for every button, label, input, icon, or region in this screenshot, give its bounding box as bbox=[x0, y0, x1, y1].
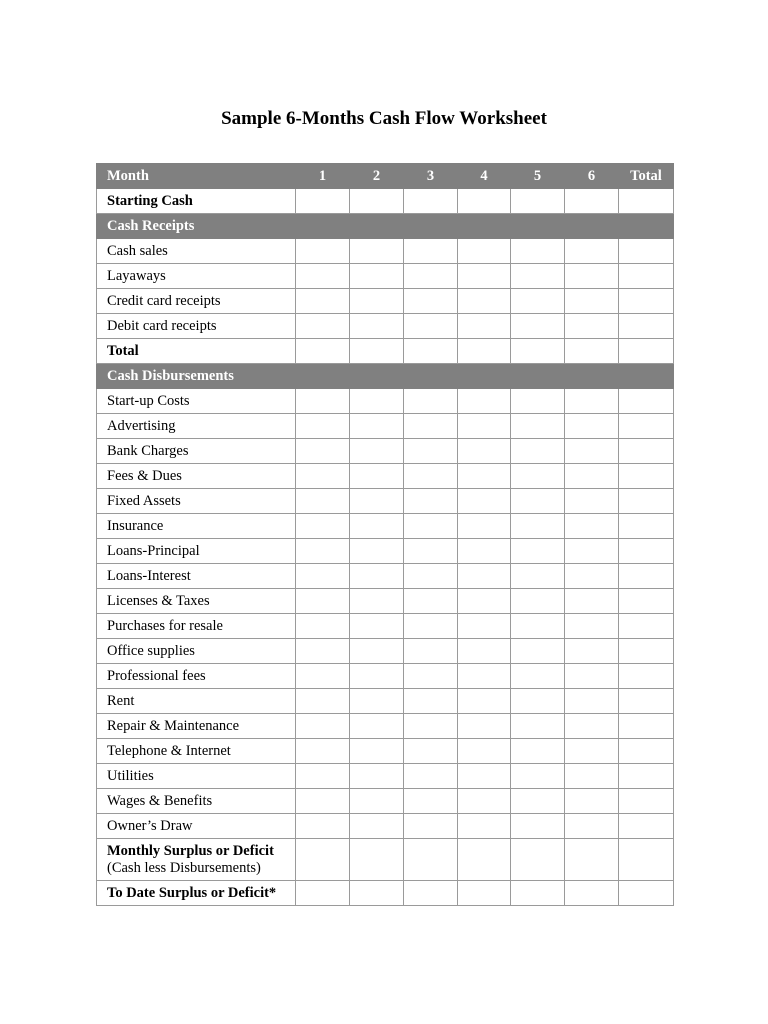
entry-cell-office-supplies-month-5[interactable] bbox=[511, 639, 565, 664]
entry-cell-repair-maintenance-month-5[interactable] bbox=[511, 714, 565, 739]
entry-cell-startup-costs-month-6[interactable] bbox=[565, 389, 619, 414]
page-title: Sample 6-Months Cash Flow Worksheet bbox=[221, 108, 547, 129]
entry-cell-startup-costs-total[interactable] bbox=[619, 389, 674, 414]
entry-cell-bank-charges-total[interactable] bbox=[619, 439, 674, 464]
entry-cell-professional-fees-month-3[interactable] bbox=[404, 664, 458, 689]
entry-cell-rent-month-3[interactable] bbox=[404, 689, 458, 714]
entry-cell-cash-sales-month-2[interactable] bbox=[350, 239, 404, 264]
monthly-surplus-subtitle: (Cash less Disbursements) bbox=[107, 859, 261, 876]
row-label-to-date-surplus: To Date Surplus or Deficit* bbox=[97, 881, 296, 906]
entry-cell-wages-benefits-month-2[interactable] bbox=[350, 789, 404, 814]
section-header-cash-disbursements bbox=[97, 364, 674, 389]
entry-cell-monthly-surplus-month-3[interactable] bbox=[404, 839, 458, 881]
entry-cell-to-date-surplus-month-4[interactable] bbox=[458, 881, 511, 906]
entry-cell-fixed-assets-month-4[interactable] bbox=[458, 489, 511, 514]
entry-cell-office-supplies-month-1[interactable] bbox=[296, 639, 350, 664]
entry-cell-bank-charges-month-1[interactable] bbox=[296, 439, 350, 464]
entry-cell-fees-dues-month-2[interactable] bbox=[350, 464, 404, 489]
entry-cell-utilities-month-3[interactable] bbox=[404, 764, 458, 789]
entry-cell-wages-benefits-month-1[interactable] bbox=[296, 789, 350, 814]
table-row bbox=[97, 289, 674, 314]
entry-cell-cash-sales-month-5[interactable] bbox=[511, 239, 565, 264]
entry-cell-startup-costs-month-4[interactable] bbox=[458, 389, 511, 414]
entry-cell-professional-fees-month-2[interactable] bbox=[350, 664, 404, 689]
entry-cell-monthly-surplus-month-4[interactable] bbox=[458, 839, 511, 881]
entry-cell-cash-sales-total[interactable] bbox=[619, 239, 674, 264]
entry-cell-advertising-month-6[interactable] bbox=[565, 414, 619, 439]
month-1-header: 1 bbox=[296, 164, 350, 189]
table-row bbox=[97, 539, 674, 564]
entry-cell-office-supplies-month-4[interactable] bbox=[458, 639, 511, 664]
entry-cell-cash-sales-month-4[interactable] bbox=[458, 239, 511, 264]
entry-cell-professional-fees-month-4[interactable] bbox=[458, 664, 511, 689]
row-label-fees-dues: Fees & Dues bbox=[97, 464, 296, 489]
entry-cell-licenses-taxes-month-3[interactable] bbox=[404, 589, 458, 614]
entry-cell-telephone-internet-month-1[interactable] bbox=[296, 739, 350, 764]
month-4-header: 4 bbox=[458, 164, 511, 189]
entry-cell-repair-maintenance-month-6[interactable] bbox=[565, 714, 619, 739]
entry-cell-licenses-taxes-month-5[interactable] bbox=[511, 589, 565, 614]
table-row bbox=[97, 814, 674, 839]
entry-cell-advertising-month-4[interactable] bbox=[458, 414, 511, 439]
row-label-credit-card-receipts: Credit card receipts bbox=[97, 289, 296, 314]
entry-cell-professional-fees-month-5[interactable] bbox=[511, 664, 565, 689]
entry-cell-credit-card-receipts-month-3[interactable] bbox=[404, 289, 458, 314]
entry-cell-licenses-taxes-month-6[interactable] bbox=[565, 589, 619, 614]
entry-cell-loans-principal-month-3[interactable] bbox=[404, 539, 458, 564]
entry-cell-owners-draw-total[interactable] bbox=[619, 814, 674, 839]
entry-cell-loans-principal-month-6[interactable] bbox=[565, 539, 619, 564]
entry-cell-utilities-month-6[interactable] bbox=[565, 764, 619, 789]
entry-cell-advertising-month-5[interactable] bbox=[511, 414, 565, 439]
entry-cell-loans-interest-total[interactable] bbox=[619, 564, 674, 589]
entry-cell-loans-principal-total[interactable] bbox=[619, 539, 674, 564]
entry-cell-insurance-month-5[interactable] bbox=[511, 514, 565, 539]
entry-cell-utilities-month-2[interactable] bbox=[350, 764, 404, 789]
entry-cell-professional-fees-month-1[interactable] bbox=[296, 664, 350, 689]
entry-cell-monthly-surplus-total[interactable] bbox=[619, 839, 674, 881]
entry-cell-loans-interest-month-6[interactable] bbox=[565, 564, 619, 589]
table-row bbox=[97, 489, 674, 514]
entry-cell-insurance-month-1[interactable] bbox=[296, 514, 350, 539]
entry-cell-rent-total[interactable] bbox=[619, 689, 674, 714]
entry-cell-advertising-month-3[interactable] bbox=[404, 414, 458, 439]
table-row bbox=[97, 464, 674, 489]
entry-cell-fixed-assets-month-2[interactable] bbox=[350, 489, 404, 514]
entry-cell-loans-interest-month-2[interactable] bbox=[350, 564, 404, 589]
entry-cell-fees-dues-month-6[interactable] bbox=[565, 464, 619, 489]
row-label-wages-benefits: Wages & Benefits bbox=[97, 789, 296, 814]
entry-cell-wages-benefits-month-5[interactable] bbox=[511, 789, 565, 814]
entry-cell-purchases-resale-month-2[interactable] bbox=[350, 614, 404, 639]
entry-cell-startup-costs-month-5[interactable] bbox=[511, 389, 565, 414]
section-header-cash-receipts bbox=[97, 214, 674, 239]
entry-cell-purchases-resale-month-3[interactable] bbox=[404, 614, 458, 639]
entry-cell-licenses-taxes-month-4[interactable] bbox=[458, 589, 511, 614]
entry-cell-bank-charges-month-6[interactable] bbox=[565, 439, 619, 464]
row-label-repair-maintenance: Repair & Maintenance bbox=[97, 714, 296, 739]
row-label-purchases-resale: Purchases for resale bbox=[97, 614, 296, 639]
entry-cell-to-date-surplus-month-1[interactable] bbox=[296, 881, 350, 906]
entry-cell-repair-maintenance-month-1[interactable] bbox=[296, 714, 350, 739]
entry-cell-rent-month-4[interactable] bbox=[458, 689, 511, 714]
row-label-telephone-internet: Telephone & Internet bbox=[97, 739, 296, 764]
entry-cell-bank-charges-month-2[interactable] bbox=[350, 439, 404, 464]
entry-cell-debit-card-receipts-month-1[interactable] bbox=[296, 314, 350, 339]
table-row bbox=[97, 189, 674, 214]
entry-cell-telephone-internet-total[interactable] bbox=[619, 739, 674, 764]
entry-cell-wages-benefits-month-4[interactable] bbox=[458, 789, 511, 814]
entry-cell-loans-interest-month-5[interactable] bbox=[511, 564, 565, 589]
entry-cell-credit-card-receipts-month-5[interactable] bbox=[511, 289, 565, 314]
entry-cell-bank-charges-month-3[interactable] bbox=[404, 439, 458, 464]
entry-cell-fees-dues-month-3[interactable] bbox=[404, 464, 458, 489]
entry-cell-purchases-resale-month-6[interactable] bbox=[565, 614, 619, 639]
entry-cell-credit-card-receipts-total[interactable] bbox=[619, 289, 674, 314]
total-column-header: Total bbox=[619, 164, 674, 189]
entry-cell-office-supplies-month-6[interactable] bbox=[565, 639, 619, 664]
table-row bbox=[97, 739, 674, 764]
entry-cell-receipts-total-month-4[interactable] bbox=[458, 339, 511, 364]
entry-cell-debit-card-receipts-month-4[interactable] bbox=[458, 314, 511, 339]
entry-cell-receipts-total-total[interactable] bbox=[619, 339, 674, 364]
entry-cell-fixed-assets-total[interactable] bbox=[619, 489, 674, 514]
entry-cell-owners-draw-month-4[interactable] bbox=[458, 814, 511, 839]
table-row bbox=[97, 514, 674, 539]
entry-cell-insurance-month-4[interactable] bbox=[458, 514, 511, 539]
entry-cell-starting-cash-month-2[interactable] bbox=[350, 189, 404, 214]
entry-cell-starting-cash-total[interactable] bbox=[619, 189, 674, 214]
table-row bbox=[97, 314, 674, 339]
entry-cell-loans-interest-month-4[interactable] bbox=[458, 564, 511, 589]
row-label-advertising: Advertising bbox=[97, 414, 296, 439]
entry-cell-advertising-month-1[interactable] bbox=[296, 414, 350, 439]
entry-cell-startup-costs-month-1[interactable] bbox=[296, 389, 350, 414]
table-row bbox=[97, 639, 674, 664]
entry-cell-loans-principal-month-5[interactable] bbox=[511, 539, 565, 564]
entry-cell-layaways-month-4[interactable] bbox=[458, 264, 511, 289]
entry-cell-debit-card-receipts-month-6[interactable] bbox=[565, 314, 619, 339]
entry-cell-rent-month-2[interactable] bbox=[350, 689, 404, 714]
entry-cell-office-supplies-month-2[interactable] bbox=[350, 639, 404, 664]
row-label-loans-principal: Loans-Principal bbox=[97, 539, 296, 564]
month-6-header: 6 bbox=[565, 164, 619, 189]
month-5-header: 5 bbox=[511, 164, 565, 189]
monthly-surplus-title: Monthly Surplus or Deficit bbox=[107, 842, 274, 859]
entry-cell-starting-cash-month-4[interactable] bbox=[458, 189, 511, 214]
entry-cell-debit-card-receipts-total[interactable] bbox=[619, 314, 674, 339]
entry-cell-layaways-month-3[interactable] bbox=[404, 264, 458, 289]
table-row bbox=[97, 264, 674, 289]
entry-cell-repair-maintenance-total[interactable] bbox=[619, 714, 674, 739]
section-label-cash-disbursements: Cash Disbursements bbox=[97, 364, 674, 389]
row-label-debit-card-receipts: Debit card receipts bbox=[97, 314, 296, 339]
entry-cell-cash-sales-month-1[interactable] bbox=[296, 239, 350, 264]
entry-cell-loans-interest-month-1[interactable] bbox=[296, 564, 350, 589]
entry-cell-bank-charges-month-5[interactable] bbox=[511, 439, 565, 464]
entry-cell-telephone-internet-month-2[interactable] bbox=[350, 739, 404, 764]
row-label-bank-charges: Bank Charges bbox=[97, 439, 296, 464]
entry-cell-startup-costs-month-3[interactable] bbox=[404, 389, 458, 414]
entry-cell-telephone-internet-month-6[interactable] bbox=[565, 739, 619, 764]
entry-cell-utilities-month-1[interactable] bbox=[296, 764, 350, 789]
entry-cell-fees-dues-month-1[interactable] bbox=[296, 464, 350, 489]
entry-cell-loans-principal-month-4[interactable] bbox=[458, 539, 511, 564]
entry-cell-insurance-month-2[interactable] bbox=[350, 514, 404, 539]
table-row bbox=[97, 664, 674, 689]
entry-cell-to-date-surplus-month-5[interactable] bbox=[511, 881, 565, 906]
entry-cell-licenses-taxes-month-1[interactable] bbox=[296, 589, 350, 614]
entry-cell-receipts-total-month-6[interactable] bbox=[565, 339, 619, 364]
row-label-office-supplies: Office supplies bbox=[97, 639, 296, 664]
entry-cell-receipts-total-month-1[interactable] bbox=[296, 339, 350, 364]
entry-cell-office-supplies-month-3[interactable] bbox=[404, 639, 458, 664]
entry-cell-cash-sales-month-3[interactable] bbox=[404, 239, 458, 264]
row-label-rent: Rent bbox=[97, 689, 296, 714]
entry-cell-repair-maintenance-month-3[interactable] bbox=[404, 714, 458, 739]
table-row bbox=[97, 689, 674, 714]
entry-cell-repair-maintenance-month-4[interactable] bbox=[458, 714, 511, 739]
entry-cell-purchases-resale-month-5[interactable] bbox=[511, 614, 565, 639]
entry-cell-starting-cash-month-5[interactable] bbox=[511, 189, 565, 214]
row-label-licenses-taxes: Licenses & Taxes bbox=[97, 589, 296, 614]
entry-cell-fees-dues-month-4[interactable] bbox=[458, 464, 511, 489]
entry-cell-advertising-month-2[interactable] bbox=[350, 414, 404, 439]
entry-cell-owners-draw-month-2[interactable] bbox=[350, 814, 404, 839]
entry-cell-insurance-total[interactable] bbox=[619, 514, 674, 539]
table-header-row bbox=[97, 164, 674, 189]
table-row bbox=[97, 614, 674, 639]
row-label-fixed-assets: Fixed Assets bbox=[97, 489, 296, 514]
table-row bbox=[97, 764, 674, 789]
row-label-cash-sales: Cash sales bbox=[97, 239, 296, 264]
table-row bbox=[97, 414, 674, 439]
entry-cell-credit-card-receipts-month-4[interactable] bbox=[458, 289, 511, 314]
entry-cell-licenses-taxes-total[interactable] bbox=[619, 589, 674, 614]
entry-cell-to-date-surplus-month-2[interactable] bbox=[350, 881, 404, 906]
entry-cell-debit-card-receipts-month-3[interactable] bbox=[404, 314, 458, 339]
entry-cell-layaways-month-1[interactable] bbox=[296, 264, 350, 289]
entry-cell-telephone-internet-month-3[interactable] bbox=[404, 739, 458, 764]
table-row bbox=[97, 714, 674, 739]
entry-cell-rent-month-5[interactable] bbox=[511, 689, 565, 714]
month-3-header: 3 bbox=[404, 164, 458, 189]
entry-cell-rent-month-1[interactable] bbox=[296, 689, 350, 714]
month-column-header: Month bbox=[97, 164, 296, 189]
entry-cell-layaways-month-5[interactable] bbox=[511, 264, 565, 289]
entry-cell-advertising-total[interactable] bbox=[619, 414, 674, 439]
entry-cell-fixed-assets-month-6[interactable] bbox=[565, 489, 619, 514]
entry-cell-owners-draw-month-1[interactable] bbox=[296, 814, 350, 839]
entry-cell-credit-card-receipts-month-2[interactable] bbox=[350, 289, 404, 314]
entry-cell-fees-dues-total[interactable] bbox=[619, 464, 674, 489]
entry-cell-receipts-total-month-3[interactable] bbox=[404, 339, 458, 364]
entry-cell-telephone-internet-month-4[interactable] bbox=[458, 739, 511, 764]
entry-cell-layaways-total[interactable] bbox=[619, 264, 674, 289]
row-label-startup-costs: Start-up Costs bbox=[97, 389, 296, 414]
entry-cell-starting-cash-month-6[interactable] bbox=[565, 189, 619, 214]
entry-cell-professional-fees-month-6[interactable] bbox=[565, 664, 619, 689]
section-label-cash-receipts: Cash Receipts bbox=[97, 214, 674, 239]
entry-cell-cash-sales-month-6[interactable] bbox=[565, 239, 619, 264]
entry-cell-utilities-month-5[interactable] bbox=[511, 764, 565, 789]
table-row bbox=[97, 881, 674, 906]
entry-cell-debit-card-receipts-month-5[interactable] bbox=[511, 314, 565, 339]
entry-cell-to-date-surplus-total[interactable] bbox=[619, 881, 674, 906]
entry-cell-receipts-total-month-5[interactable] bbox=[511, 339, 565, 364]
table-row bbox=[97, 589, 674, 614]
row-label-layaways: Layaways bbox=[97, 264, 296, 289]
table-row bbox=[97, 339, 674, 364]
entry-cell-to-date-surplus-month-3[interactable] bbox=[404, 881, 458, 906]
entry-cell-loans-principal-month-2[interactable] bbox=[350, 539, 404, 564]
table-row bbox=[97, 439, 674, 464]
entry-cell-monthly-surplus-month-1[interactable] bbox=[296, 839, 350, 881]
row-label-receipts-total: Total bbox=[97, 339, 296, 364]
table-row bbox=[97, 239, 674, 264]
entry-cell-fixed-assets-month-1[interactable] bbox=[296, 489, 350, 514]
row-label-utilities: Utilities bbox=[97, 764, 296, 789]
entry-cell-office-supplies-total[interactable] bbox=[619, 639, 674, 664]
entry-cell-utilities-month-4[interactable] bbox=[458, 764, 511, 789]
entry-cell-receipts-total-month-2[interactable] bbox=[350, 339, 404, 364]
entry-cell-bank-charges-month-4[interactable] bbox=[458, 439, 511, 464]
entry-cell-owners-draw-month-5[interactable] bbox=[511, 814, 565, 839]
entry-cell-insurance-month-6[interactable] bbox=[565, 514, 619, 539]
entry-cell-layaways-month-6[interactable] bbox=[565, 264, 619, 289]
entry-cell-owners-draw-month-6[interactable] bbox=[565, 814, 619, 839]
entry-cell-owners-draw-month-3[interactable] bbox=[404, 814, 458, 839]
cash-flow-table bbox=[96, 163, 674, 906]
month-2-header: 2 bbox=[350, 164, 404, 189]
entry-cell-wages-benefits-month-3[interactable] bbox=[404, 789, 458, 814]
entry-cell-monthly-surplus-month-6[interactable] bbox=[565, 839, 619, 881]
entry-cell-purchases-resale-total[interactable] bbox=[619, 614, 674, 639]
row-label-monthly-surplus bbox=[97, 839, 296, 881]
table-row bbox=[97, 389, 674, 414]
entry-cell-credit-card-receipts-month-1[interactable] bbox=[296, 289, 350, 314]
entry-cell-telephone-internet-month-5[interactable] bbox=[511, 739, 565, 764]
entry-cell-purchases-resale-month-1[interactable] bbox=[296, 614, 350, 639]
entry-cell-fixed-assets-month-3[interactable] bbox=[404, 489, 458, 514]
entry-cell-credit-card-receipts-month-6[interactable] bbox=[565, 289, 619, 314]
table-row bbox=[97, 789, 674, 814]
entry-cell-to-date-surplus-month-6[interactable] bbox=[565, 881, 619, 906]
entry-cell-wages-benefits-month-6[interactable] bbox=[565, 789, 619, 814]
table-row bbox=[97, 839, 674, 881]
entry-cell-utilities-total[interactable] bbox=[619, 764, 674, 789]
entry-cell-layaways-month-2[interactable] bbox=[350, 264, 404, 289]
row-label-insurance: Insurance bbox=[97, 514, 296, 539]
row-label-professional-fees: Professional fees bbox=[97, 664, 296, 689]
entry-cell-fixed-assets-month-5[interactable] bbox=[511, 489, 565, 514]
entry-cell-rent-month-6[interactable] bbox=[565, 689, 619, 714]
entry-cell-purchases-resale-month-4[interactable] bbox=[458, 614, 511, 639]
entry-cell-licenses-taxes-month-2[interactable] bbox=[350, 589, 404, 614]
entry-cell-debit-card-receipts-month-2[interactable] bbox=[350, 314, 404, 339]
entry-cell-starting-cash-month-1[interactable] bbox=[296, 189, 350, 214]
entry-cell-loans-interest-month-3[interactable] bbox=[404, 564, 458, 589]
row-label-starting-cash: Starting Cash bbox=[97, 189, 296, 214]
entry-cell-starting-cash-month-3[interactable] bbox=[404, 189, 458, 214]
entry-cell-professional-fees-total[interactable] bbox=[619, 664, 674, 689]
entry-cell-insurance-month-3[interactable] bbox=[404, 514, 458, 539]
entry-cell-wages-benefits-total[interactable] bbox=[619, 789, 674, 814]
row-label-loans-interest: Loans-Interest bbox=[97, 564, 296, 589]
entry-cell-loans-principal-month-1[interactable] bbox=[296, 539, 350, 564]
row-label-owners-draw: Owner’s Draw bbox=[97, 814, 296, 839]
entry-cell-repair-maintenance-month-2[interactable] bbox=[350, 714, 404, 739]
entry-cell-monthly-surplus-month-2[interactable] bbox=[350, 839, 404, 881]
table-row bbox=[97, 564, 674, 589]
entry-cell-fees-dues-month-5[interactable] bbox=[511, 464, 565, 489]
entry-cell-monthly-surplus-month-5[interactable] bbox=[511, 839, 565, 881]
entry-cell-startup-costs-month-2[interactable] bbox=[350, 389, 404, 414]
